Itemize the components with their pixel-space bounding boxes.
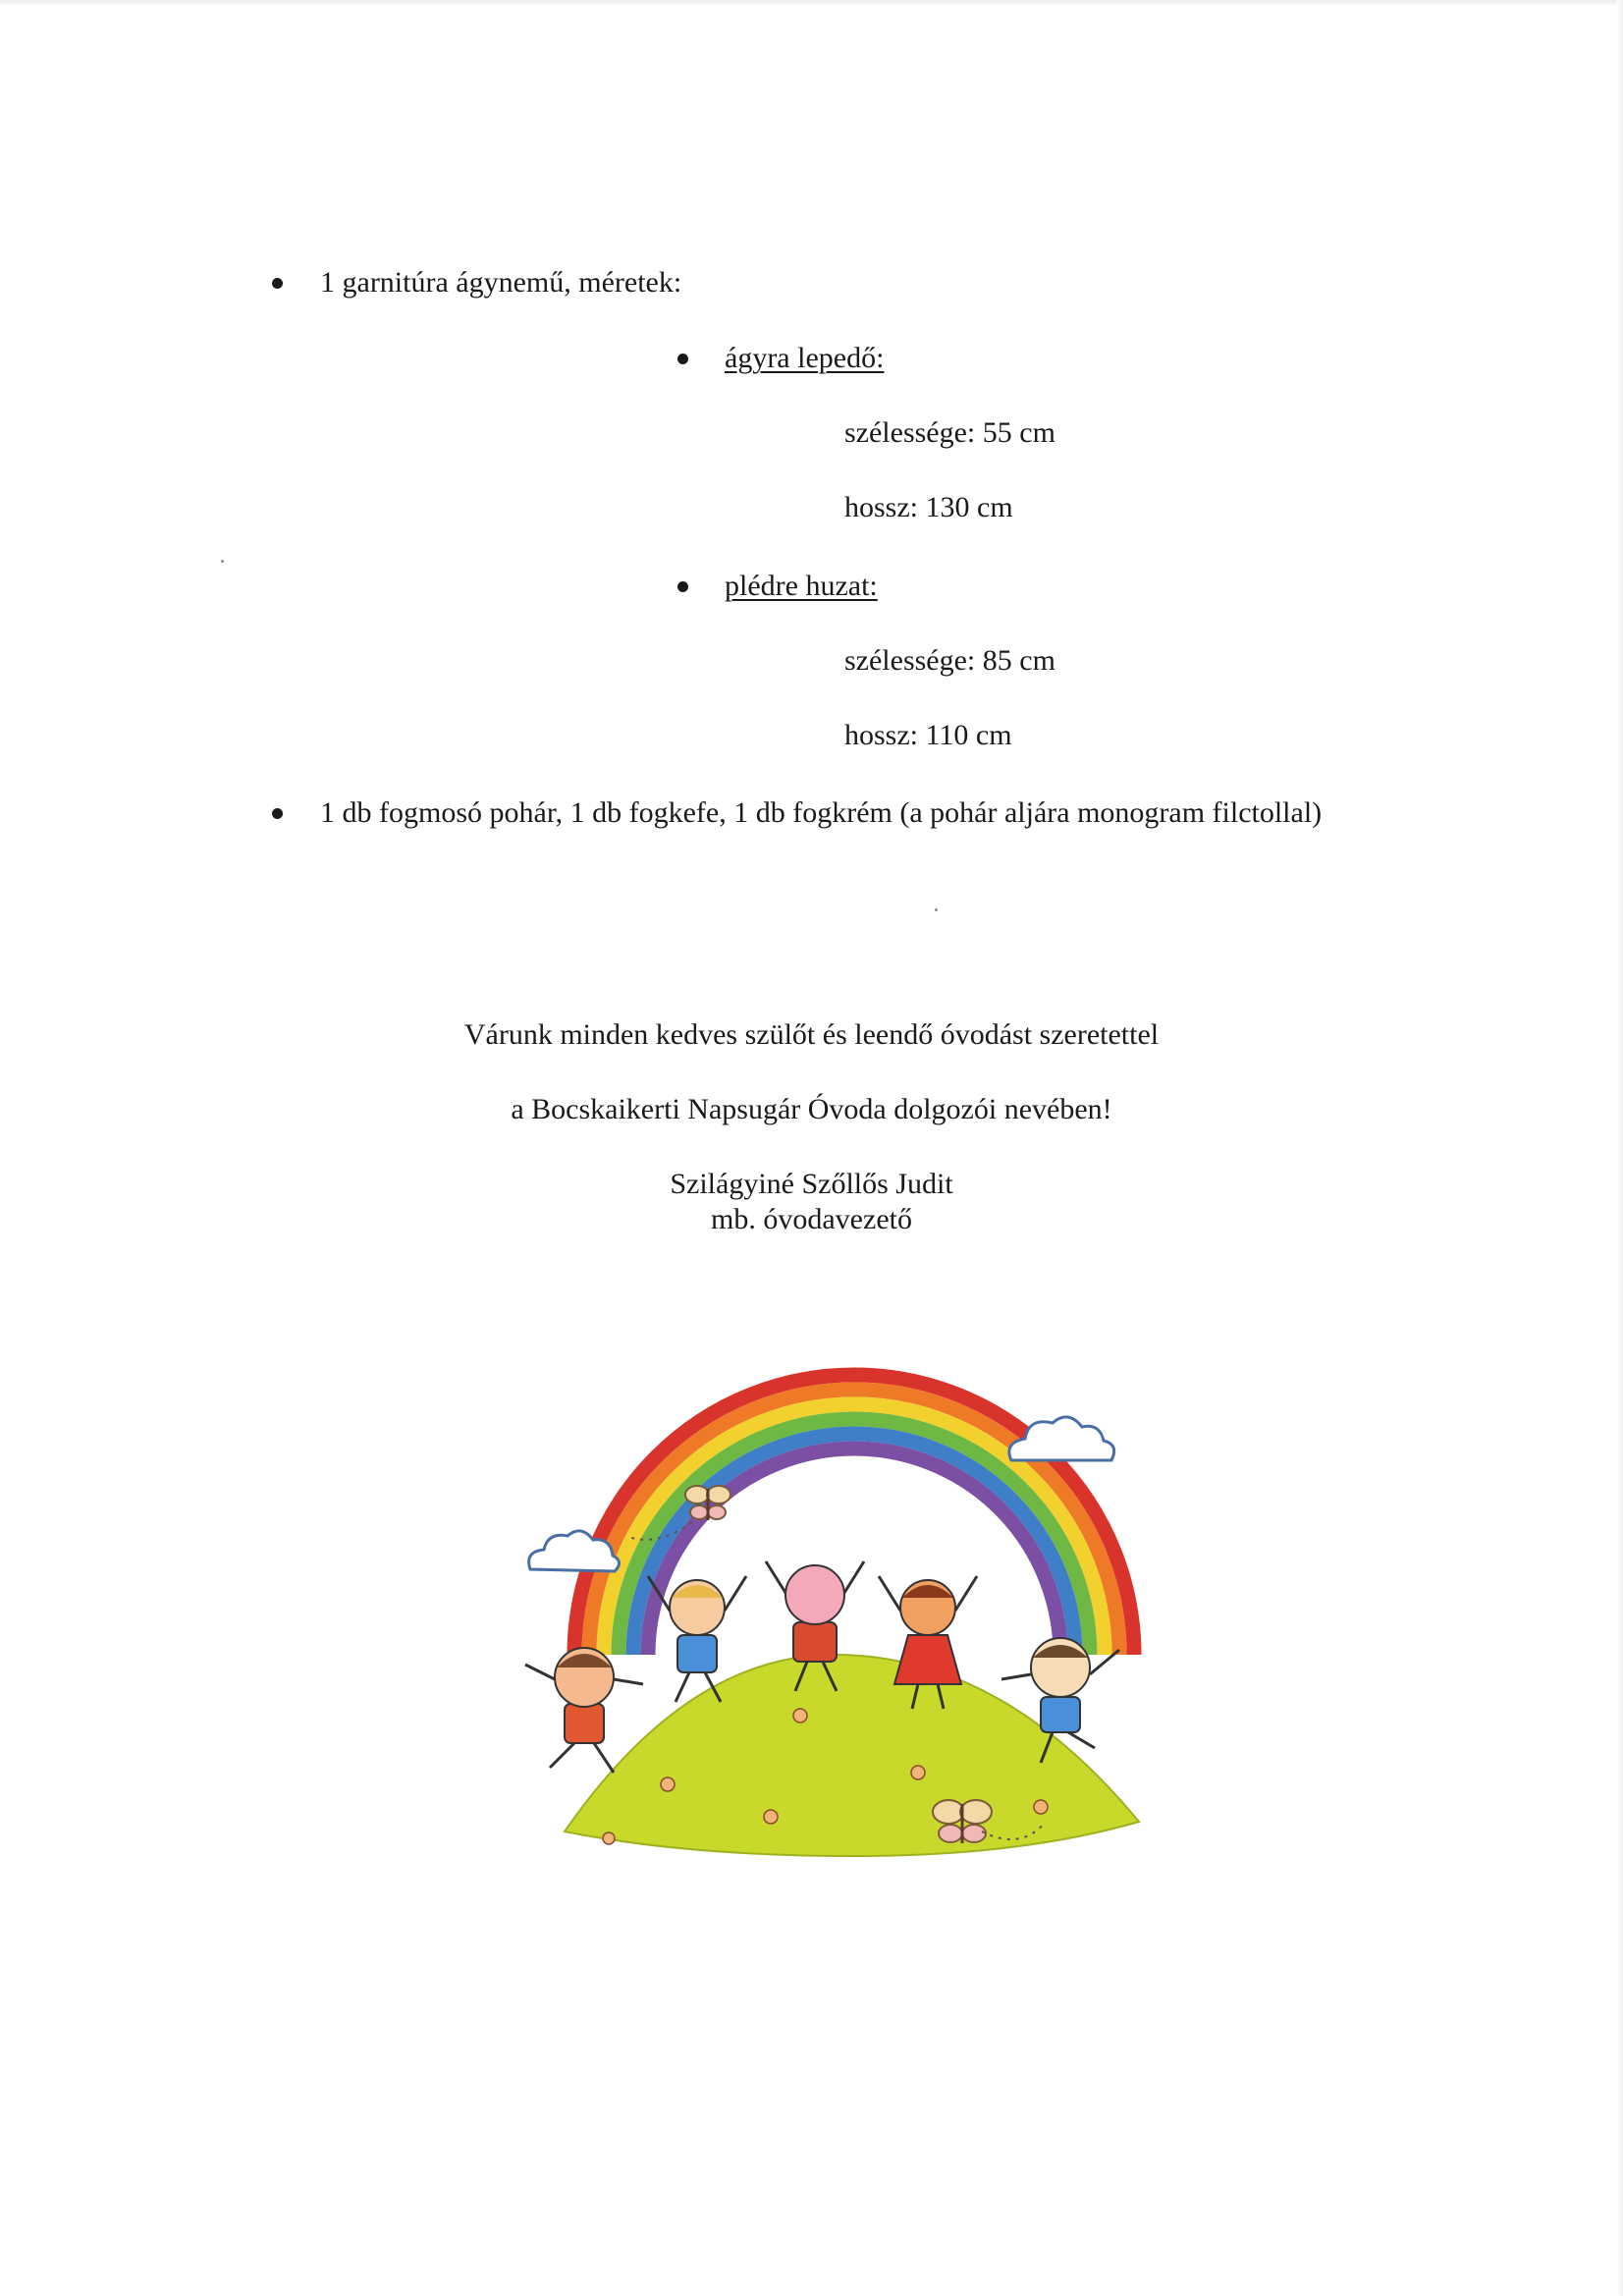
sheet-width: szélessége: 55 cm xyxy=(844,416,1055,449)
signer-name: Szilágyiné Szőllős Judit xyxy=(670,1168,953,1200)
blanket-length: hossz: 110 cm xyxy=(844,719,1012,751)
scan-speck xyxy=(935,908,938,911)
closing-line-1: Várunk minden kedves szülőt és leendő óvodást szeretettel xyxy=(463,1018,1160,1051)
butterfly-bottom xyxy=(933,1800,992,1843)
scan-edge-right xyxy=(1617,0,1623,2296)
bullet-marker xyxy=(677,581,688,592)
list-item-toothbrush: 1 db fogmosó pohár, 1 db fogkefe, 1 db fogkrém (a pohár aljára monogram filctollal) xyxy=(320,796,1323,829)
scan-speck xyxy=(221,560,224,563)
scan-edge-top xyxy=(0,0,1623,6)
list-item-bedding: 1 garnitúra ágynemű, méretek: xyxy=(320,266,682,299)
list-subitem-sheet-title: ágyra lepedő: xyxy=(725,342,885,374)
list-subitem-blanket-title: plédre huzat: xyxy=(725,570,878,602)
bullet-marker xyxy=(677,354,688,364)
rainbow xyxy=(574,1375,1134,1655)
bullet-marker xyxy=(272,808,283,819)
bullet-marker xyxy=(272,278,283,289)
child-1 xyxy=(525,1648,643,1773)
butterfly-top xyxy=(685,1486,730,1520)
rainbow-children-illustration xyxy=(511,1360,1198,1890)
signer-title: mb. óvodavezető xyxy=(711,1203,912,1235)
closing-line-2: a Bocskaikerti Napsugár Óvoda dolgozói nevében! xyxy=(511,1093,1112,1125)
sheet-length: hossz: 130 cm xyxy=(844,491,1013,523)
blanket-width: szélessége: 85 cm xyxy=(844,644,1055,677)
cloud-right xyxy=(1009,1417,1114,1460)
